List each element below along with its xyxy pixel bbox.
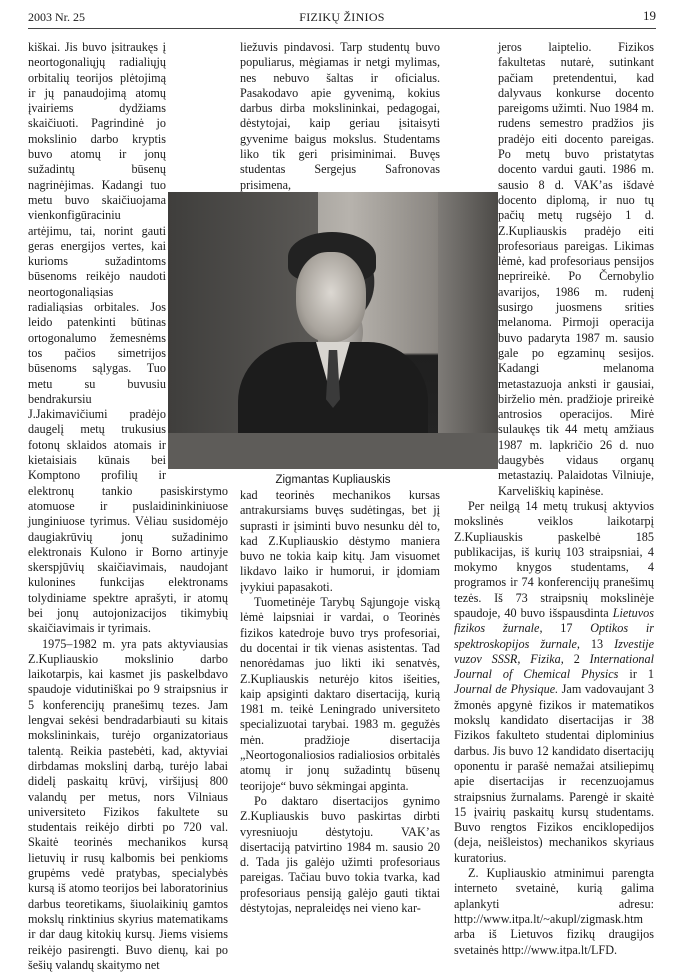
photo-background bbox=[438, 192, 498, 469]
paragraph: kiškai. Jis buvo įsitraukęs į neortogonaliųjų radialiųjų orbitalių teorijos plėtojimą ir jų panaudojimą atomų įvairiems dydžiams skaičiuoti. Pagrindinė jo mokslinio darbo kryptis buvo atomų ir jonų sužadintų būsenų nagrinėjimas. Kadangi tuo metu buvo skaičiuojama vienkonfigūraciniu artėjimu, tai, norint gauti geras energijos vertes, kai kurioms sužadintoms būsenoms reikėjo naudoti neortogonaliąsias radialiąsias orbitales. Jos leido patenkinti būtinas ortogonalumo žemesnėms tos pačios simetrijos būsenoms sąlygas. Tuo metu su buvusiu bendrakursiu J.Jakimavičiumi pradėjo daugelį metų trukusius fotonų sklaidos atomais ir kietaisiais kūnais bei Komptono profilių ir elektronų tankio pasiskirstymo atomuose ir puslaidininkiniuose junginiuose tyrimus. Vėliau susidomėjo daugiakrūvių jonų sužadinimo elektronais Kulono ir Borno artinyje skerspjūvių skaičiavimais, naudojant kulonines funkcijas elektronams tolydiniame spektre aprašyti, ir atomų bei jonų autojonizacijos tikimybių skaičiavimais ir tyrimais. bbox=[28, 40, 228, 636]
column-3 bbox=[454, 40, 654, 958]
issue-label: 2003 Nr. 25 bbox=[28, 10, 85, 24]
figure-caption: Zigmantas Kupliauskis bbox=[275, 474, 391, 486]
running-header bbox=[28, 8, 656, 26]
paragraph: Tuometinėje Tarybų Sąjungoje viską lėmė laipsniai ir vardai, o Teorinės fizikos katedroje buvo trys profesoriai, du docentai ir tik vienas asistentas. Tad nenorėdamas juo likti iki senatvės, Z.Kupliauskis neturėjo kitos išeities, kaip apsiginti daktaro disertaciją, kurią 1981 m. teikė Leningrado universiteto specializuotai tarybai. 1983 m. gegužės mėn. pradžioje disertacija „Neortogonaliosios radialiosios orbitalės atomų ir jonų sužadintų būsenų teorijoje“ buvo sėkmingai apginta. bbox=[240, 595, 440, 793]
journal-name: Journal de Physique. bbox=[454, 682, 559, 697]
paragraph: jeros laiptelio. Fizikos fakultetas nutarė, sutinkant pačiam pretendentui, kad dalyvaus konkurse docento pareigoms užimti. Nuo 1984 m. rudens semestro pradžios jis pradėjo eiti docento pareigas. Po metų buvo pristatytas docento vardui gauti. 1986 m. sausio 8 d. VAK’as išdavė docento diplomą, ir nuo tų pačių metų rugsėjo 1 d. Z.Kupliauskis pradėjo eiti profesoriaus pareigas. Likimas lėmė, kad profesoriaus pensijos neprireikė. Po Černobylio avarijos, 1986 m. rudenį susirgo juosmens srities melanoma. Pirmoji operacija buvo padaryta 1987 m. sausio gale po egzaminų sesijos. Kadangi melanoma metastazuoja anksti ir gausiai, birželio mėn. pradžioje prireikė antrosios operacijos. Mirė sulaukęs tik 44 metų amžiaus 1987 m. lapkričio 26 d. nuo daugybės vidaus organų metastazių. Palaidotas Vilniuje, Karveliškių kapinėse. bbox=[498, 40, 654, 498]
header-rule bbox=[28, 28, 656, 29]
photo-face bbox=[296, 252, 366, 342]
paragraph: Po daktaro disertacijos gynimo Z.Kupliauskis buvo paskirtas dirbti vyresniuoju dėstytoju. VAK’as disertaciją patvirtino 1984 m. sausio 20 d. Tada jis galėjo užimti profesoriaus pareigas. Tačiau buvo tokia tvarka, kad profesoriaus pensiją galėjo gauti tiktai dėstytojas, nepraleidęs nei vieno kar- bbox=[240, 793, 440, 915]
journal-name: Izvestije vuzov SSSR, Fizika, bbox=[454, 636, 655, 666]
paragraph: kad teorinės mechanikos kursas antrakursiams buvęs sudėtingas, bet jį suprasti ir įsiminti buvo nesunku dėl to, kad Z.Kupliauskio dėstymo maniera buvo ne tokia kaip kitų. Jam visuomet likdavo laiko ir humorui, ir įdomiam įvykiui papasakoti. bbox=[240, 487, 440, 594]
paragraph: 1975–1982 m. yra pats aktyviausias Z.Kupliauskio mokslinio darbo laikotarpis, kai kasmet jis paskelbdavo spaudoje vidutiniškai po 9 straipsnius ir 5 konferencijų pranešimų tezes. Jam lengvai sekėsi bendradarbiauti su kitais mokslininkais, turėjo organizatoriaus talentą. Reikia pastebėti, kad, aktyviai dirbdamas mokslinį darbą, turėjo labai didelį paskaitų krūvį, viršijusį 800 valandų per metus, nors Vilniaus universiteto Fizikos fakultete su studentais reikėjo dirbti po 720 val. Skaitė teorinės mechanikos kursą lietuvių ir rusų kalbomis bei penkioms grupėms vedė pratybas, specialybės kursą iš atomo teorijos bei laboratorinius darbus teoretikams, šiuolaikinių gamtos mokslų rinktinius skyrius matematikams ir dar daug kitokių kursų. Jiems visiems reikėjo pasirengti. Buvo dienų, kai po šešių valandų skaitymo net bbox=[28, 636, 228, 972]
journal-name: International Journal of Chemical Physics bbox=[454, 651, 654, 682]
paragraph: Per neilgą 14 metų trukusį aktyvios mokslinės veiklos laikotarpį Z.Kupliauskis paskelbė 185 publikacijas, iš kurių 103 straipsniai, 4 mokymo knygos studentams, 4 programos ir 74 konferencijų pranešimų tezės. Iš 73 straipsnių mokslinėje spaudoje, 40 buvo išspausdinta Lietuvos fizikos žurnale, 17 Optikos ir spektroskopijos žurnale, 13 Izvestije vuzov SSSR, Fizika, 2 International Journal of Chemical Physics ir 1 Journal de Physique. Jam vadovaujant 3 žmonės apgynė fizikos ir matematikos mokslų kandidato disertacijas ir 38 Fizikos fakulteto studentai diplominius darbus. Jis buvo 12 kandidato disertacijų oponentu ir parašė nemažai atsiliepimų apie disertacijas ir recenzuojamus straipsnius žurnalams. Parengė ir skaitė 15 įvairių paskaitų kursų studentams. Buvo rengtos Fizikos enciklopedijos (deja, neišleistos) mechanikos skyriaus kuratorius. bbox=[454, 498, 655, 865]
portrait-photo bbox=[168, 192, 498, 469]
journal-title: FIZIKŲ ŽINIOS bbox=[299, 10, 385, 24]
page-number: 19 bbox=[643, 8, 656, 23]
paragraph: liežuvis pindavosi. Tarp studentų buvo populiarus, mėgiamas ir netgi mylimas, nes nebuvo šaltas ir oficialus. Pasakodavo apie gyvenimą, kokius darbus dirba mokslininkai, pedagogai, dėstytojai, kaip geriau įsitaisyti gyvenime baigus mokslus. Studentams liko tik geri prisiminimai. Buvęs studentas Sergejus Safronovas prisimena, bbox=[240, 40, 440, 192]
journal-name: Lietuvos fizikos žurnale, bbox=[454, 605, 655, 636]
column-1 bbox=[28, 40, 228, 973]
paragraph: Z. Kupliauskio atminimui parengta interneto svetainė, kurią galima aplankyti adresu: http://www.itpa.lt/~akupl/zigmask.htm arba iš Lietuvos fizikų draugijos svetainės http://www.itpa.lt/LFD. bbox=[454, 866, 654, 957]
journal-name: Optikos ir spektroskopijos žurnale, bbox=[454, 621, 654, 651]
photo-table bbox=[168, 433, 498, 469]
